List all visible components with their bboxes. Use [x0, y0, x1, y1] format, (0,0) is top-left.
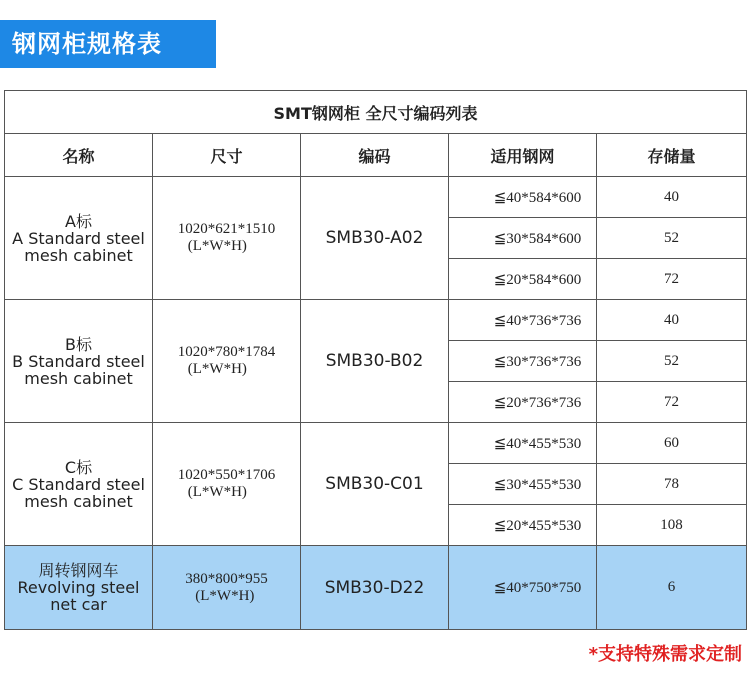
mesh-cell — [449, 177, 597, 218]
capacity-cell: 40 — [597, 300, 747, 341]
product-name-cell — [5, 300, 153, 423]
mesh-cell — [449, 300, 597, 341]
capacity-cell: 52 — [597, 218, 747, 259]
size-dimensions: 1020*780*1784 — [177, 344, 276, 360]
table-row — [5, 177, 747, 218]
product-name-cn: 周转钢网车 — [38, 561, 119, 580]
column-header-mesh: 适用钢网 — [449, 134, 597, 177]
code-cell: SMB30-C01 — [301, 423, 449, 546]
product-name-en: mesh cabinet — [24, 368, 133, 388]
size-cell — [153, 546, 301, 630]
table-row — [5, 423, 747, 464]
product-name-en: B Standard steel — [12, 351, 145, 371]
capacity-cell: 72 — [597, 259, 747, 300]
code-cell: SMB30-A02 — [301, 177, 449, 300]
size-unit: (L*W*H) — [187, 361, 247, 377]
column-header-row — [5, 134, 747, 177]
size-dimensions: 1020*550*1706 — [177, 467, 276, 483]
mesh-spec: ≦40*455*530 — [493, 435, 582, 452]
code-cell: SMB30-D22 — [301, 546, 449, 630]
product-name-en: C Standard steel — [12, 474, 145, 494]
mesh-spec: ≦40*750*750 — [493, 580, 582, 596]
spec-table — [4, 90, 747, 630]
mesh-cell — [449, 464, 597, 505]
mesh-cell — [449, 423, 597, 464]
product-name-cn: B标 — [65, 334, 92, 354]
column-header-name: 名称 — [5, 134, 153, 177]
mesh-cell — [449, 218, 597, 259]
capacity-cell: 52 — [597, 341, 747, 382]
mesh-spec: ≦30*455*530 — [493, 476, 582, 493]
product-name-en: mesh cabinet — [24, 491, 133, 511]
mesh-cell — [449, 341, 597, 382]
capacity-cell: 78 — [597, 464, 747, 505]
size-cell — [153, 177, 301, 300]
product-name-en: mesh cabinet — [24, 245, 133, 265]
product-name-en: Revolving steel — [17, 578, 140, 597]
mesh-spec: ≦30*736*736 — [493, 353, 582, 370]
table-row — [5, 300, 747, 341]
product-name-en: net car — [50, 595, 107, 614]
capacity-cell: 6 — [597, 546, 747, 630]
size-unit: (L*W*H) — [195, 587, 255, 604]
size-cell — [153, 423, 301, 546]
mesh-spec: ≦20*736*736 — [493, 394, 582, 411]
product-name-en: A Standard steel — [12, 228, 145, 248]
size-unit: (L*W*H) — [187, 238, 247, 254]
product-name-cell — [5, 423, 153, 546]
mesh-spec: ≦40*584*600 — [493, 189, 582, 206]
size-cell — [153, 300, 301, 423]
page-title: 钢网柜规格表 — [12, 30, 162, 58]
capacity-cell: 60 — [597, 423, 747, 464]
mesh-spec: ≦20*455*530 — [493, 517, 582, 534]
size-unit: (L*W*H) — [187, 484, 247, 500]
column-header-size: 尺寸 — [153, 134, 301, 177]
table-caption: SMT钢网柜 全尺寸编码列表 — [5, 91, 747, 134]
mesh-spec: ≦40*736*736 — [493, 312, 582, 329]
capacity-cell: 72 — [597, 382, 747, 423]
mesh-cell — [449, 546, 597, 630]
column-header-code: 编码 — [301, 134, 449, 177]
capacity-cell: 40 — [597, 177, 747, 218]
mesh-cell — [449, 259, 597, 300]
mesh-cell — [449, 505, 597, 546]
product-name-cn: A标 — [65, 211, 92, 231]
product-name-cell — [5, 177, 153, 300]
mesh-spec: ≦20*584*600 — [493, 271, 582, 288]
code-cell: SMB30-B02 — [301, 300, 449, 423]
product-name-cn: C标 — [64, 457, 93, 477]
mesh-spec: ≦30*584*600 — [493, 230, 582, 247]
size-dimensions: 1020*621*1510 — [177, 221, 276, 237]
capacity-cell: 108 — [597, 505, 747, 546]
custom-order-note: *支持特殊需求定制 — [588, 644, 742, 665]
mesh-cell — [449, 382, 597, 423]
product-name-cell — [5, 546, 153, 630]
size-dimensions: 380*800*955 — [185, 570, 268, 587]
column-header-capacity: 存储量 — [597, 134, 747, 177]
table-row-highlighted — [5, 546, 747, 630]
header-banner — [0, 20, 216, 68]
